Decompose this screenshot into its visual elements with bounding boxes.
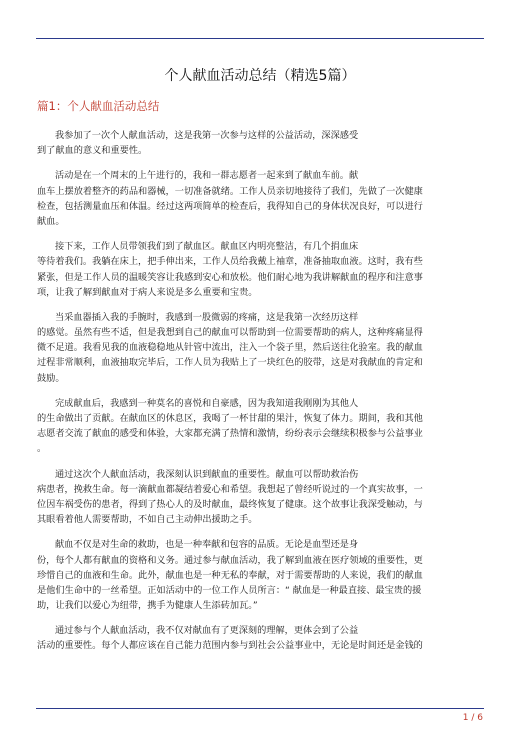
text-line: 活动是在一个周末的上午进行的，我和一群志愿者一起来到了献血车前。献 <box>55 170 359 182</box>
text-line: 鼓励。 <box>37 372 65 384</box>
paragraph <box>37 239 483 300</box>
text-line: 微不足道。我看见我的血液稳稳地从针管中流出，注入一个袋子里，然后送往化验室。我的献血 <box>37 342 423 354</box>
text-line: 的生命做出了贡献。在献血区的休息区，我喝了一杯甘甜的果汁，恢复了体力。期间，我和其他 <box>37 413 423 424</box>
paragraph <box>37 396 483 457</box>
text-line: 血车上摆放着整齐的药品和器械，一切准备就绪。工作人员亲切地接待了我们，先做了一次健康 <box>37 185 423 197</box>
text-line: 献血不仅是对生命的救助，也是一种奉献和包容的品质。无论是血型还是身 <box>55 539 359 551</box>
text-line: 志愿者交流了献血的感受和体验，大家都充满了热情和激情，纷纷表示会继续积极参与公益事业 <box>37 428 423 440</box>
document-title: 个人献血活动总结（精选5篇） <box>164 68 356 84</box>
text-line: 我参加了一次个人献血活动，这是我第一次参与这样的公益活动，深深感受 <box>55 130 359 141</box>
text-line: 病患者，挽救生命。每一滴献血都凝结着爱心和希望。我想起了曾经听说过的一个真实故事，一 <box>37 483 423 495</box>
document-body <box>37 128 483 664</box>
footer-rule <box>36 708 484 709</box>
paragraph <box>37 128 483 158</box>
paragraph <box>37 168 483 229</box>
section-heading: 篇1：个人献血活动总结 <box>37 99 160 113</box>
text-line: 等待着我们。我躺在床上，把手伸出来，工作人员给我戴上袖章，准备抽取血液。这时，我有些 <box>37 256 423 268</box>
paragraph <box>37 310 483 386</box>
text-line: 项，让我了解到献血对于病人来说是多么重要和宝贵。 <box>37 286 258 298</box>
paragraph <box>37 537 483 613</box>
text-line: 紧张，但是工作人员的温暖笑容让我感到安心和放松。他们耐心地为我讲解献血的程序和注意事 <box>37 271 423 283</box>
header-rule <box>36 38 484 39</box>
text-line: 过程非常顺利，血液抽取完毕后，工作人员为我贴上了一块红色的胶带，这是对我献血的肯定和 <box>37 357 423 369</box>
text-line: 份，每个人都有献血的资格和义务。通过参与献血活动，我了解到血液在医疗领域的重要性，更 <box>37 554 423 566</box>
text-line: 位因车祸受伤的患者，得到了热心人的及时献血，最终恢复了健康。这个故事让我深受触动，与 <box>37 498 423 510</box>
text-line: 是他们生命中的一丝希望。正如活动中的一位工作人员所言：“ 献血是一种最直接、最宝贵的援 <box>37 584 422 596</box>
text-line: 到了献血的意义和重要性。 <box>37 145 148 157</box>
text-line: 通过参与个人献血活动，我不仅对献血有了更深刻的理解，更体会到了公益 <box>55 625 359 637</box>
text-line: 。 <box>37 443 47 455</box>
text-line: 助，让我们以爱心为纽带，携手为健康人生添砖加瓦。” <box>37 600 258 612</box>
text-line: 献血。 <box>37 215 65 227</box>
text-line: 的感觉。虽然有些不适，但是我想到自己的献血可以帮助到一位需要帮助的病人，这种疼痛显得 <box>37 327 423 339</box>
text-line: 通过这次个人献血活动，我深刻认识到献血的重要性。献血可以帮助救治伤 <box>55 468 359 480</box>
text-line: 珍惜自己的血液和生命。此外，献血也是一种无私的奉献，对于需要帮助的人来说，我们的献血 <box>37 569 423 581</box>
page-number: 1 / 6 <box>462 713 483 723</box>
text-line: 其眼看着他人需要帮助，不如自己主动伸出援助之手。 <box>37 514 258 526</box>
paragraph <box>37 623 483 653</box>
text-line: 当采血器插入我的手腕时，我感到一股微弱的疼痛，这是我第一次经历这样 <box>55 311 359 323</box>
text-line: 完成献血后，我感到一种莫名的喜悦和自豪感，因为我知道我刚刚为其他人 <box>55 397 359 409</box>
text-line: 接下来，工作人员带领我们到了献血区。献血区内明亮整洁，有几个捐血床 <box>55 241 359 253</box>
text-line: 活动的重要性。每个人都应该在自己能力范围内参与到社会公益事业中，无论是时间还是金钱的 <box>37 640 423 652</box>
text-line: 检查，包括测量血压和体温。经过这两项简单的检查后，我得知自己的身体状况良好，可以进行 <box>37 200 423 212</box>
paragraph <box>37 467 483 528</box>
